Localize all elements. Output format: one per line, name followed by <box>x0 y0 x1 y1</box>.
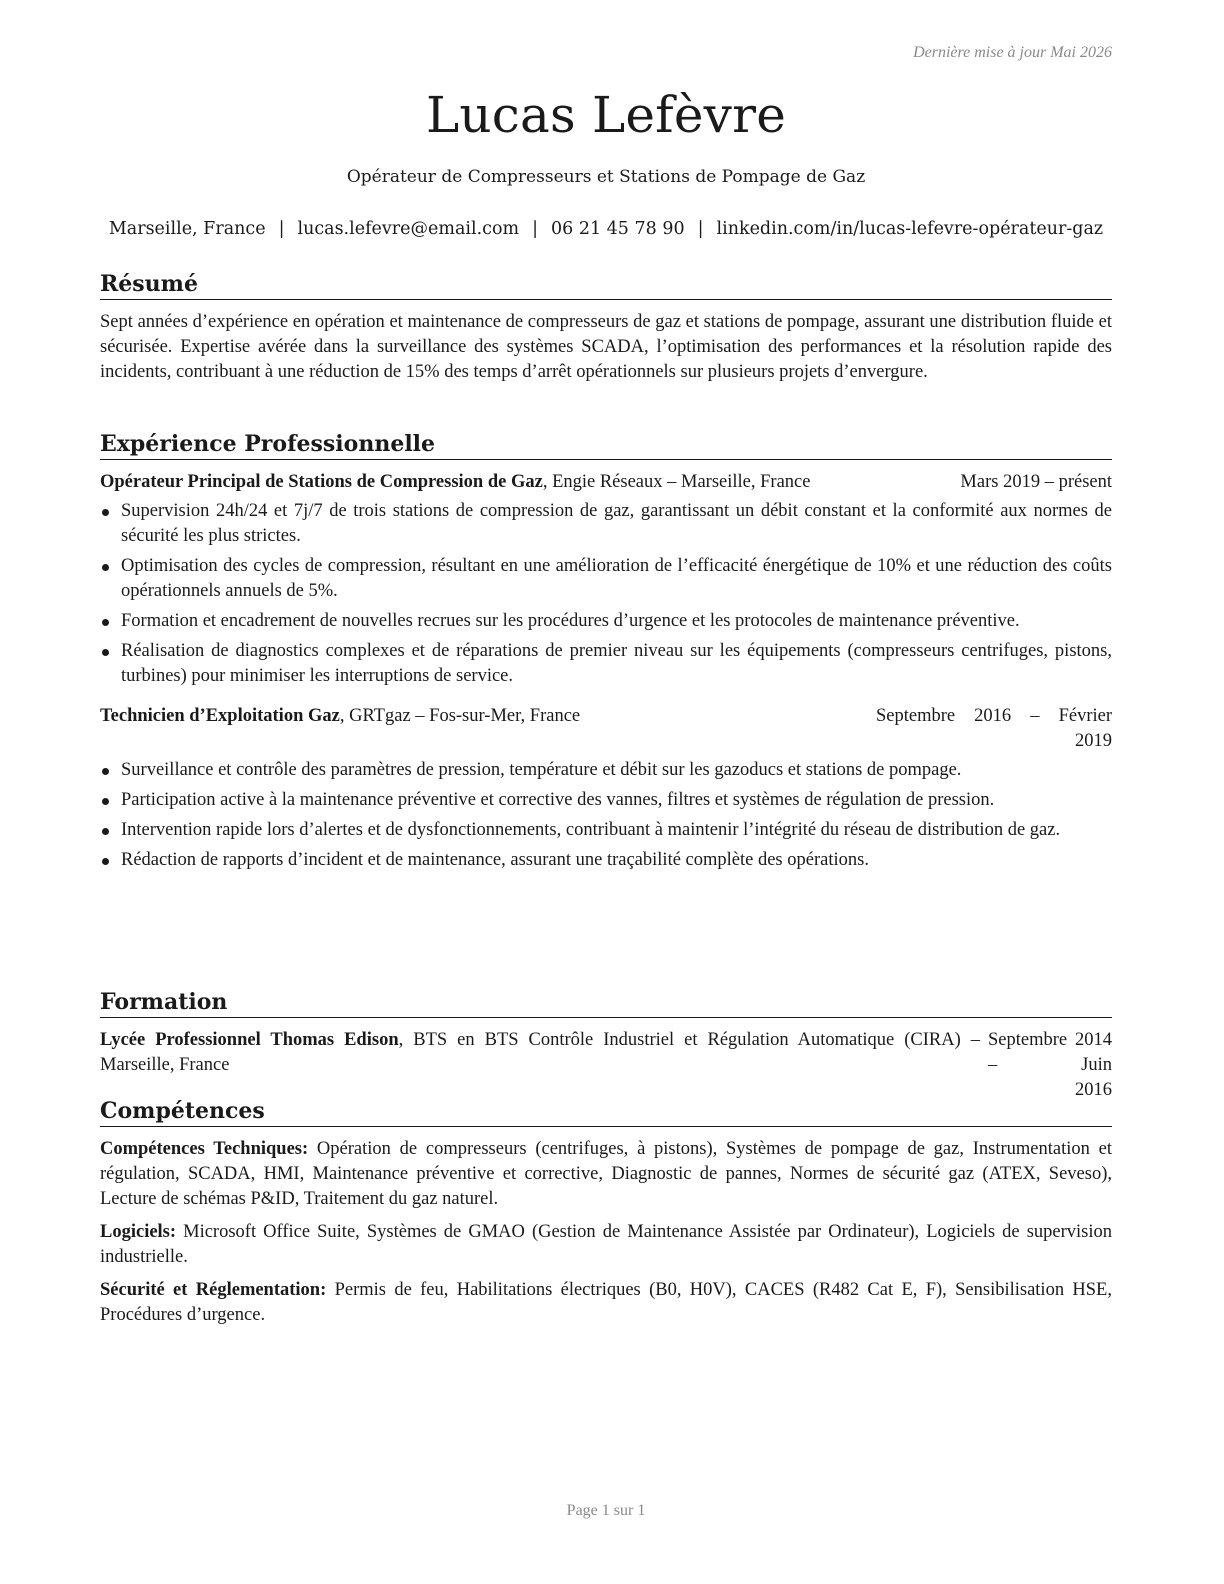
job-entry <box>100 470 1112 689</box>
job-dates: Septembre 2016 – Février 2019 <box>876 706 1112 751</box>
job-role: Technicien d’Exploitation Gaz <box>100 706 340 726</box>
contact-email[interactable]: lucas.lefevre@email.com <box>297 219 520 239</box>
last-updated: Dernière mise à jour Mai 2026 <box>913 44 1112 61</box>
contact-linkedin[interactable]: linkedin.com/in/lucas-lefevre-opérateur-gaz <box>716 219 1104 239</box>
section-title-summary: Résumé <box>100 270 1112 300</box>
experience-section <box>100 430 1112 878</box>
skill-text: Microsoft Office Suite, Systèmes de GMAO (Gestion de Maintenance Assistée par Ordinateur), Logiciels de supervision industrielle. <box>100 1222 1112 1267</box>
bullet-item: Formation et encadrement de nouvelles recrues sur les procédures d’urgence et les protocoles de maintenance préventive. <box>100 609 1112 634</box>
job-bullets <box>100 758 1112 873</box>
education-dates: Septembre 2014 – Juin 2016 <box>988 1030 1112 1100</box>
skill-group <box>100 1220 1112 1270</box>
job-dates: Mars 2019 – présent <box>960 472 1112 492</box>
section-title-experience: Expérience Professionnelle <box>100 430 1112 460</box>
job-role: Opérateur Principal de Stations de Compression de Gaz <box>100 472 543 492</box>
education-entry <box>100 1028 1112 1103</box>
job-header <box>100 470 1112 495</box>
resume-page <box>100 0 1112 1584</box>
contact-separator: | <box>532 219 538 239</box>
contact-separator: | <box>697 219 704 239</box>
summary-text: Sept années d’expérience en opération et maintenance de compresseurs de gaz et stations de pompage, assurant une distribution fluide et sécurisée. Expertise avérée dans la surveillance des systèmes SCADA, l’optimisation des performances et la résolution rapide des incidents, contribuant à une réduction de 15% des temps d’arrêt opérationnels sur plusieurs projets d’envergure. <box>100 312 1112 382</box>
contact-line <box>80 219 1132 239</box>
bullet-item: Participation active à la maintenance préventive et corrective des vannes, filtres et systèmes de régulation de pression. <box>100 788 1112 813</box>
job-tagline: Opérateur de Compresseurs et Stations de Pompage de Gaz <box>346 167 866 187</box>
skill-text: Opération de compresseurs (centrifuges, à pistons), Systèmes de pompage de gaz, Instrumentation et régulation, SCADA, HMI, Maintenance préventive et corrective, Diagnostic de pannes, Normes de sécurité gaz (ATEX, Seveso), Lecture de schémas P&ID, Traitement du gaz naturel. <box>100 1139 1112 1209</box>
skill-label: Logiciels: <box>100 1222 177 1242</box>
education-detail: , BTS en BTS Contrôle Industriel et Régulation Automatique (CIRA) – Marseille, France <box>100 1030 980 1075</box>
bullet-item: Rédaction de rapports d’incident et de maintenance, assurant une traçabilité complète des opérations. <box>100 848 1112 873</box>
summary-section <box>100 270 1112 385</box>
section-title-education: Formation <box>100 988 1112 1018</box>
bullet-item: Surveillance et contrôle des paramètres de pression, température et débit sur les gazoducs et stations de pompage. <box>100 758 1112 783</box>
bullet-item: Supervision 24h/24 et 7j/7 de trois stations de compression de gaz, garantissant un débit constant et la conformité aux normes de sécurité les plus strictes. <box>100 499 1112 549</box>
contact-phone: 06 21 45 78 90 <box>551 219 685 239</box>
education-section <box>100 988 1112 1103</box>
job-bullets <box>100 499 1112 689</box>
skill-text: Permis de feu, Habilitations électriques (B0, H0V), CACES (R482 Cat E, F), Sensibilisation HSE, Procédures d’urgence. <box>100 1280 1112 1325</box>
job-company: , GRTgaz – Fos-sur-Mer, France <box>339 706 581 726</box>
skill-label: Sécurité et Réglementation: <box>100 1280 327 1300</box>
skill-group <box>100 1278 1112 1328</box>
section-title-skills: Compétences <box>100 1097 1112 1127</box>
bullet-item: Intervention rapide lors d’alertes et de dysfonctionnements, contribuant à maintenir l’intégrité du réseau de distribution de gaz. <box>100 818 1112 843</box>
contact-location: Marseille, France <box>108 219 266 239</box>
skill-group <box>100 1137 1112 1212</box>
job-entry <box>100 704 1112 873</box>
contact-separator: | <box>278 219 285 239</box>
page-number: Page 1 sur 1 <box>566 1502 646 1519</box>
bullet-item: Optimisation des cycles de compression, résultant en une amélioration de l’efficacité énergétique de 10% et une réduction des coûts opérationnels annuels de 5%. <box>100 554 1112 604</box>
school-name: Lycée Professionnel Thomas Edison <box>100 1030 399 1050</box>
job-header <box>100 704 1112 754</box>
job-company: , Engie Réseaux – Marseille, France <box>542 472 811 492</box>
candidate-name: Lucas Lefèvre <box>426 86 786 144</box>
skill-label: Compétences Techniques: <box>100 1139 309 1159</box>
bullet-item: Réalisation de diagnostics complexes et de réparations de premier niveau sur les équipements (compresseurs centrifuges, pistons, turbines) pour minimiser les interruptions de service. <box>100 639 1112 689</box>
skills-section <box>100 1097 1112 1336</box>
